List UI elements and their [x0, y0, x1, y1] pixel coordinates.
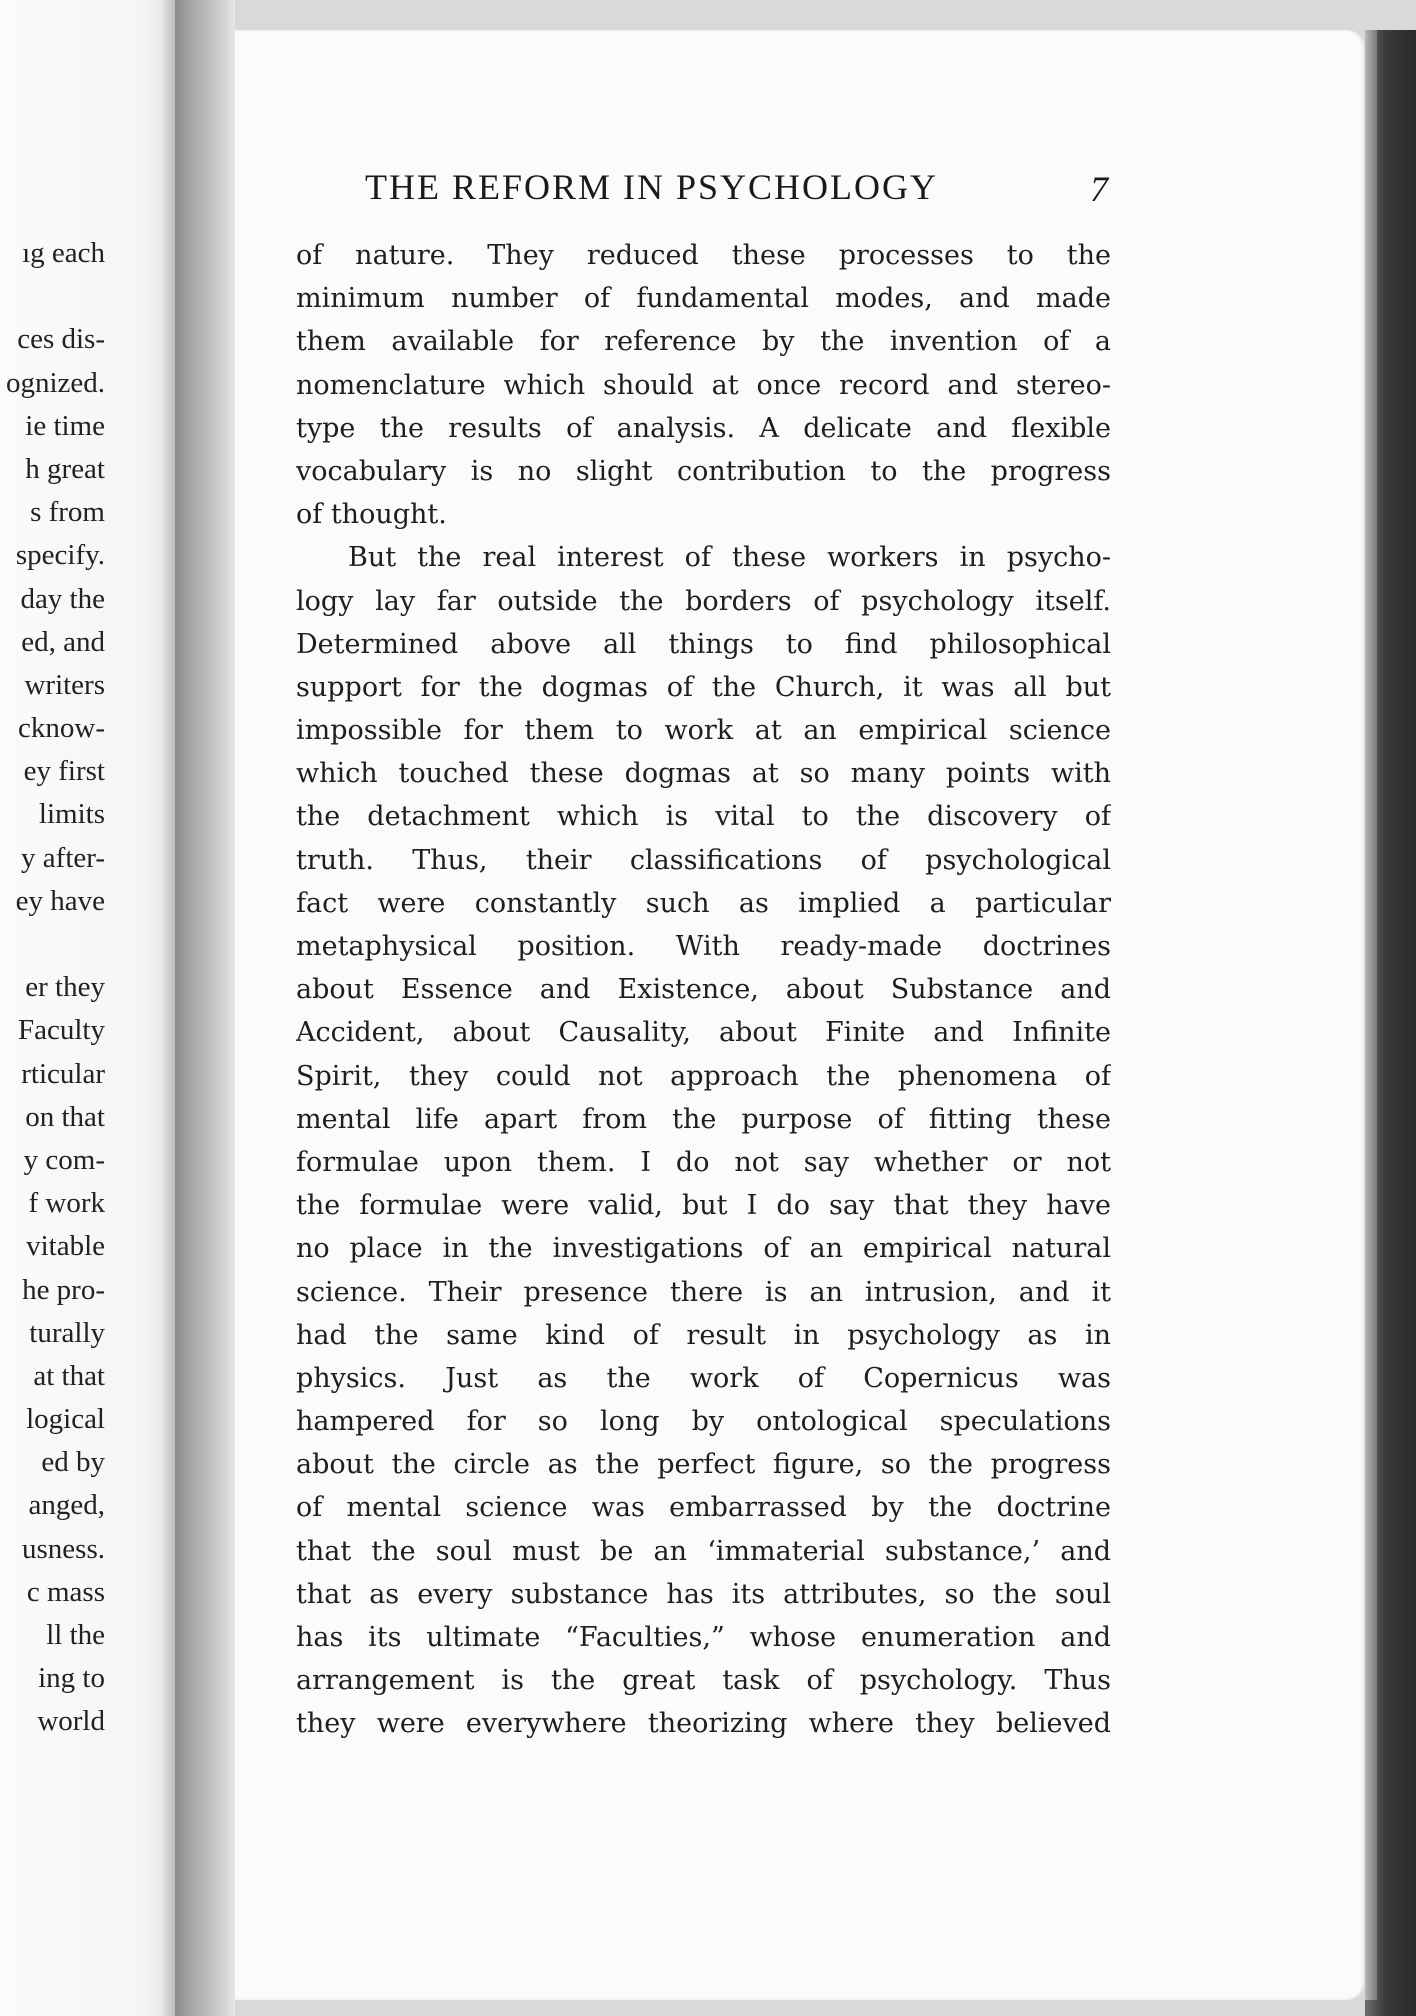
text-line: the formulae were valid, but I do say that they have: [296, 1190, 1111, 1222]
previous-page-line: world: [37, 1705, 105, 1738]
previous-page-line: ing to: [38, 1662, 105, 1695]
previous-page-line: at that: [33, 1359, 105, 1392]
paragraph: [296, 234, 1111, 536]
text-line: mental life apart from the purpose of fitting these: [296, 1103, 1111, 1135]
text-line: type the results of analysis. A delicate and flexible: [296, 412, 1111, 444]
previous-page-text: [0, 232, 105, 1744]
previous-page-line: Faculty: [18, 1014, 105, 1047]
previous-page-line: h great: [25, 452, 105, 485]
previous-page-line: ognized.: [5, 366, 105, 399]
previous-page-line: y com-: [23, 1143, 105, 1176]
previous-page-line: ed by: [41, 1446, 105, 1479]
previous-page-line: f work: [28, 1187, 105, 1220]
text-line: nomenclature which should at once record and stereo-: [296, 369, 1111, 401]
previous-page-line: day the: [20, 582, 105, 615]
text-line: no place in the investigations of an empirical natural: [296, 1233, 1111, 1265]
previous-page-fragment: [0, 0, 175, 2016]
text-line: of nature. They reduced these processes to the: [296, 240, 1111, 271]
paragraph: [296, 536, 1111, 1745]
text-line: But the real interest of these workers in psycho-: [348, 542, 1111, 574]
previous-page-line: rticular: [21, 1057, 105, 1090]
previous-page-line: er they: [25, 971, 105, 1004]
text-line: had the same kind of result in psychology as in: [296, 1319, 1111, 1351]
previous-page-line: vitable: [26, 1230, 105, 1263]
page-number: 7: [1090, 169, 1108, 209]
text-line: about Essence and Existence, about Substance and: [296, 974, 1111, 1006]
text-line: they were everywhere theorizing where they believed: [296, 1708, 1111, 1740]
previous-page-line: logical: [26, 1403, 105, 1436]
page-edge: [1365, 30, 1377, 2000]
text-line: science. Their presence there is an intrusion, and it: [296, 1276, 1111, 1308]
text-line: that as every substance has its attributes, so the soul: [296, 1578, 1111, 1610]
text-line: of thought.: [296, 499, 447, 531]
previous-page-line: ıg each: [22, 237, 105, 269]
text-line: impossible for them to work at an empirical science: [296, 715, 1111, 747]
previous-page-line: specify.: [15, 539, 105, 572]
text-line: about the circle as the perfect figure, so the progress: [296, 1449, 1111, 1481]
text-line: hampered for so long by ontological speculations: [296, 1406, 1111, 1438]
text-line: which touched these dogmas at so many points with: [296, 758, 1111, 790]
previous-page-line: ey first: [23, 755, 105, 788]
text-line: truth. Thus, their classifications of psychological: [296, 844, 1111, 876]
previous-page-line: on that: [25, 1100, 105, 1133]
text-line: them available for reference by the invention of a: [296, 326, 1111, 358]
previous-page-line: writers: [24, 668, 105, 701]
text-line: that the soul must be an ‘immaterial substance,’ and: [296, 1535, 1111, 1567]
previous-page-line: ed, and: [21, 625, 105, 658]
text-line: metaphysical position. With ready-made doctrines: [296, 931, 1111, 962]
blank-line: [0, 923, 105, 966]
previous-page-line: he pro-: [22, 1273, 105, 1306]
text-line: support for the dogmas of the Church, it was all but: [296, 671, 1111, 703]
text-line: the detachment which is vital to the discovery of: [296, 801, 1111, 833]
running-head: THE REFORM IN PSYCHOLOGY: [365, 167, 939, 207]
text-line: minimum number of fundamental modes, and made: [296, 283, 1111, 315]
text-line: logy lay far outside the borders of psychology itself.: [296, 585, 1111, 617]
previous-page-line: ey have: [15, 884, 105, 917]
previous-page-line: ll the: [46, 1619, 105, 1651]
text-line: Accident, about Causality, about Finite and Infinite: [296, 1017, 1111, 1049]
text-line: Spirit, they could not approach the phenomena of: [296, 1060, 1111, 1092]
page-body-text: [296, 234, 1111, 1746]
text-line: Determined above all things to find philosophical: [296, 628, 1111, 660]
previous-page-line: limits: [38, 798, 105, 831]
previous-page-line: turally: [29, 1316, 105, 1349]
blank-line: [0, 275, 105, 318]
previous-page-line: c mass: [26, 1575, 105, 1608]
previous-page-line: s from: [30, 496, 105, 529]
text-line: physics. Just as the work of Copernicus was: [296, 1362, 1111, 1394]
previous-page-line: y after-: [21, 841, 105, 874]
text-line: formulae upon them. I do not say whether or not: [296, 1146, 1111, 1178]
previous-page-line: cknow-: [18, 712, 105, 745]
previous-page-line: usness.: [22, 1532, 105, 1565]
text-line: has its ultimate “Faculties,” whose enumeration and: [296, 1622, 1111, 1653]
book-gutter: [175, 0, 235, 2016]
previous-page-line: ie time: [25, 409, 105, 442]
text-line: of mental science was embarrassed by the doctrine: [296, 1492, 1111, 1524]
text-line: vocabulary is no slight contribution to the progress: [296, 455, 1111, 487]
previous-page-line: ces dis-: [17, 323, 105, 356]
previous-page-line: anged,: [28, 1489, 105, 1522]
text-line: fact were constantly such as implied a particular: [296, 887, 1111, 919]
text-line: arrangement is the great task of psychology. Thus: [296, 1665, 1111, 1697]
